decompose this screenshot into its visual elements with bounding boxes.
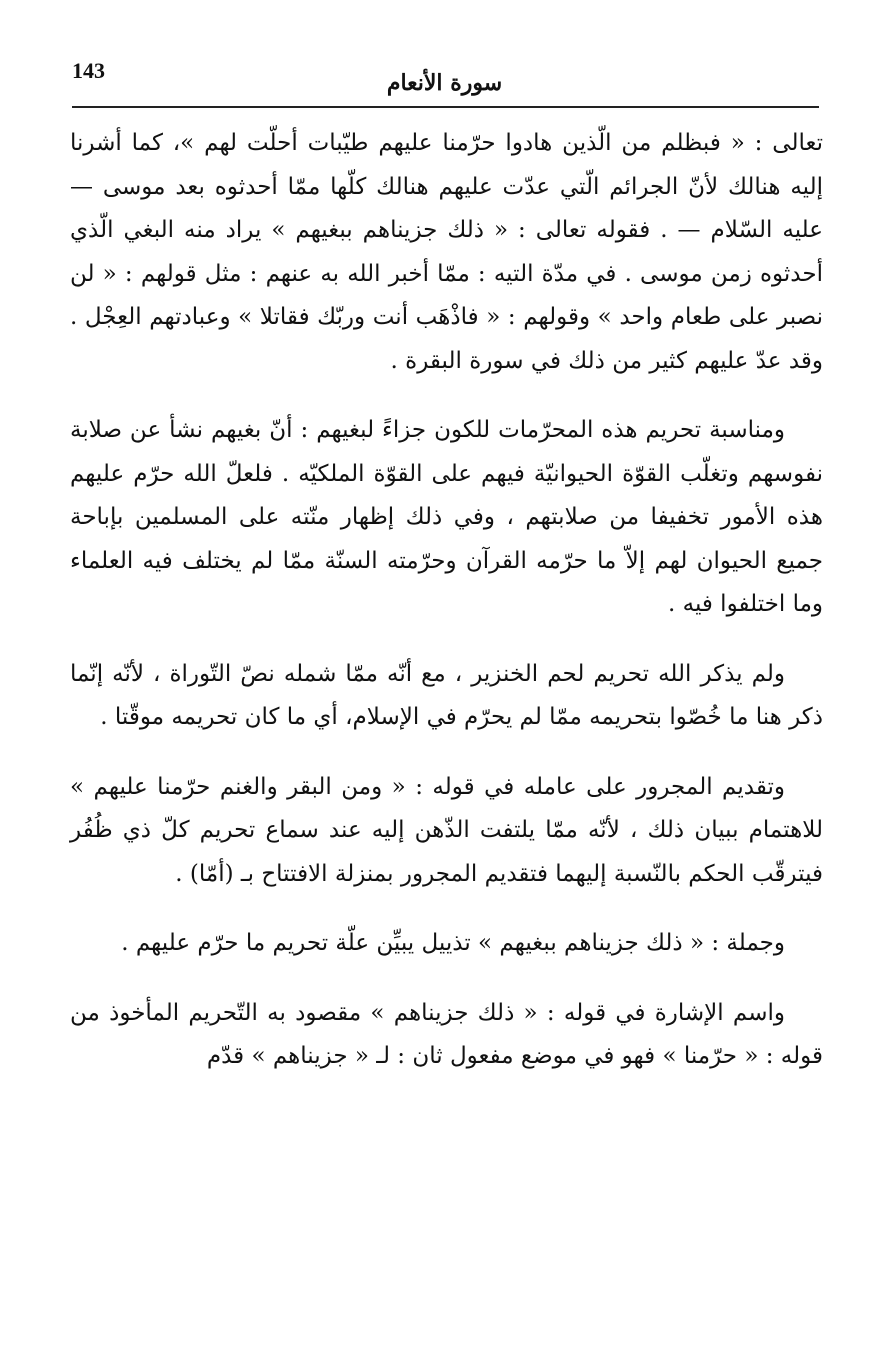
header-rule — [72, 106, 819, 108]
page-number: 143 — [72, 58, 105, 83]
paragraph-4: وتقديم المجرور على عامله في قوله : « ومن البقر والغنم حرّمنا عليهم » للاهتمام ببيان ذلك ، لأنّه ممّا يلتفت الذّهن إليه عند سماع تحريم كلّ ذي ظُفُر فيترقّب الحكم بالنّسبة إليهما فتقديم المجرور بمنزلة الافتتاح بـ (أمّا) . — [70, 773, 823, 887]
body-text — [70, 122, 823, 1079]
paragraph-3: ولم يذكر الله تحريم لحم الخنزير ، مع أنّه ممّا شمله نصّ التّوراة ، لأنّه إنّما ذكر هنا ما خُصّوا بتحريمه ممّا لم يحرّم في الإسلام، أي ما كان تحريمه موقّتا . — [70, 660, 823, 730]
paragraph-1: تعالى : « فبظلم من الّذين هادوا حرّمنا عليهم طيّبات أحلّت لهم »، كما أشرنا إليه هنالك لأنّ الجرائم الّتي عدّت عليهم هنالك كلّها ممّا أحدثوه بعد موسى — عليه السّلام — . فقوله تعالى : « ذلك جزيناهم ببغيهم » يراد منه البغي الّذي أحدثوه زمن موسى . في مدّة التيه : ممّا أخبر الله به عنهم : مثل قولهم : « لن نصبر على طعام واحد » وقولهم : « فاذْهَب أنت وربّك فقاتلا » وعبادتهم العِجْل . وقد عدّ عليهم كثير من ذلك في سورة البقرة . — [70, 130, 823, 374]
paragraph-2: ومناسبة تحريم هذه المحرّمات للكون جزاءً لبغيهم : أنّ بغيهم نشأ عن صلابة نفوسهم وتغلّب القوّة الحيوانيّة فيهم على القوّة الملكيّه . فلعلّ الله حرّم عليهم هذه الأمور تخفيفا من صلابتهم ، وفي ذلك إظهار منّته على المسلمين بإباحة جميع الحيوان لهم إلاّ ما حرّمه القرآن وحرّمته السنّة ممّا لم يختلف فيه العلماء وما اختلفوا فيه . — [70, 417, 823, 617]
paragraph-6: واسم الإشارة في قوله : « ذلك جزيناهم » مقصود به التّحريم المأخوذ من قوله : « حرّمنا » فهو في موضع مفعول ثان : لـ « جزيناهم » قدّم — [70, 999, 823, 1069]
running-title: سورة الأنعام — [386, 70, 503, 96]
paragraph-5: وجملة : « ذلك جزيناهم ببغيهم » تذييل يبيِّن علّة تحريم ما حرّم عليهم . — [121, 930, 785, 956]
